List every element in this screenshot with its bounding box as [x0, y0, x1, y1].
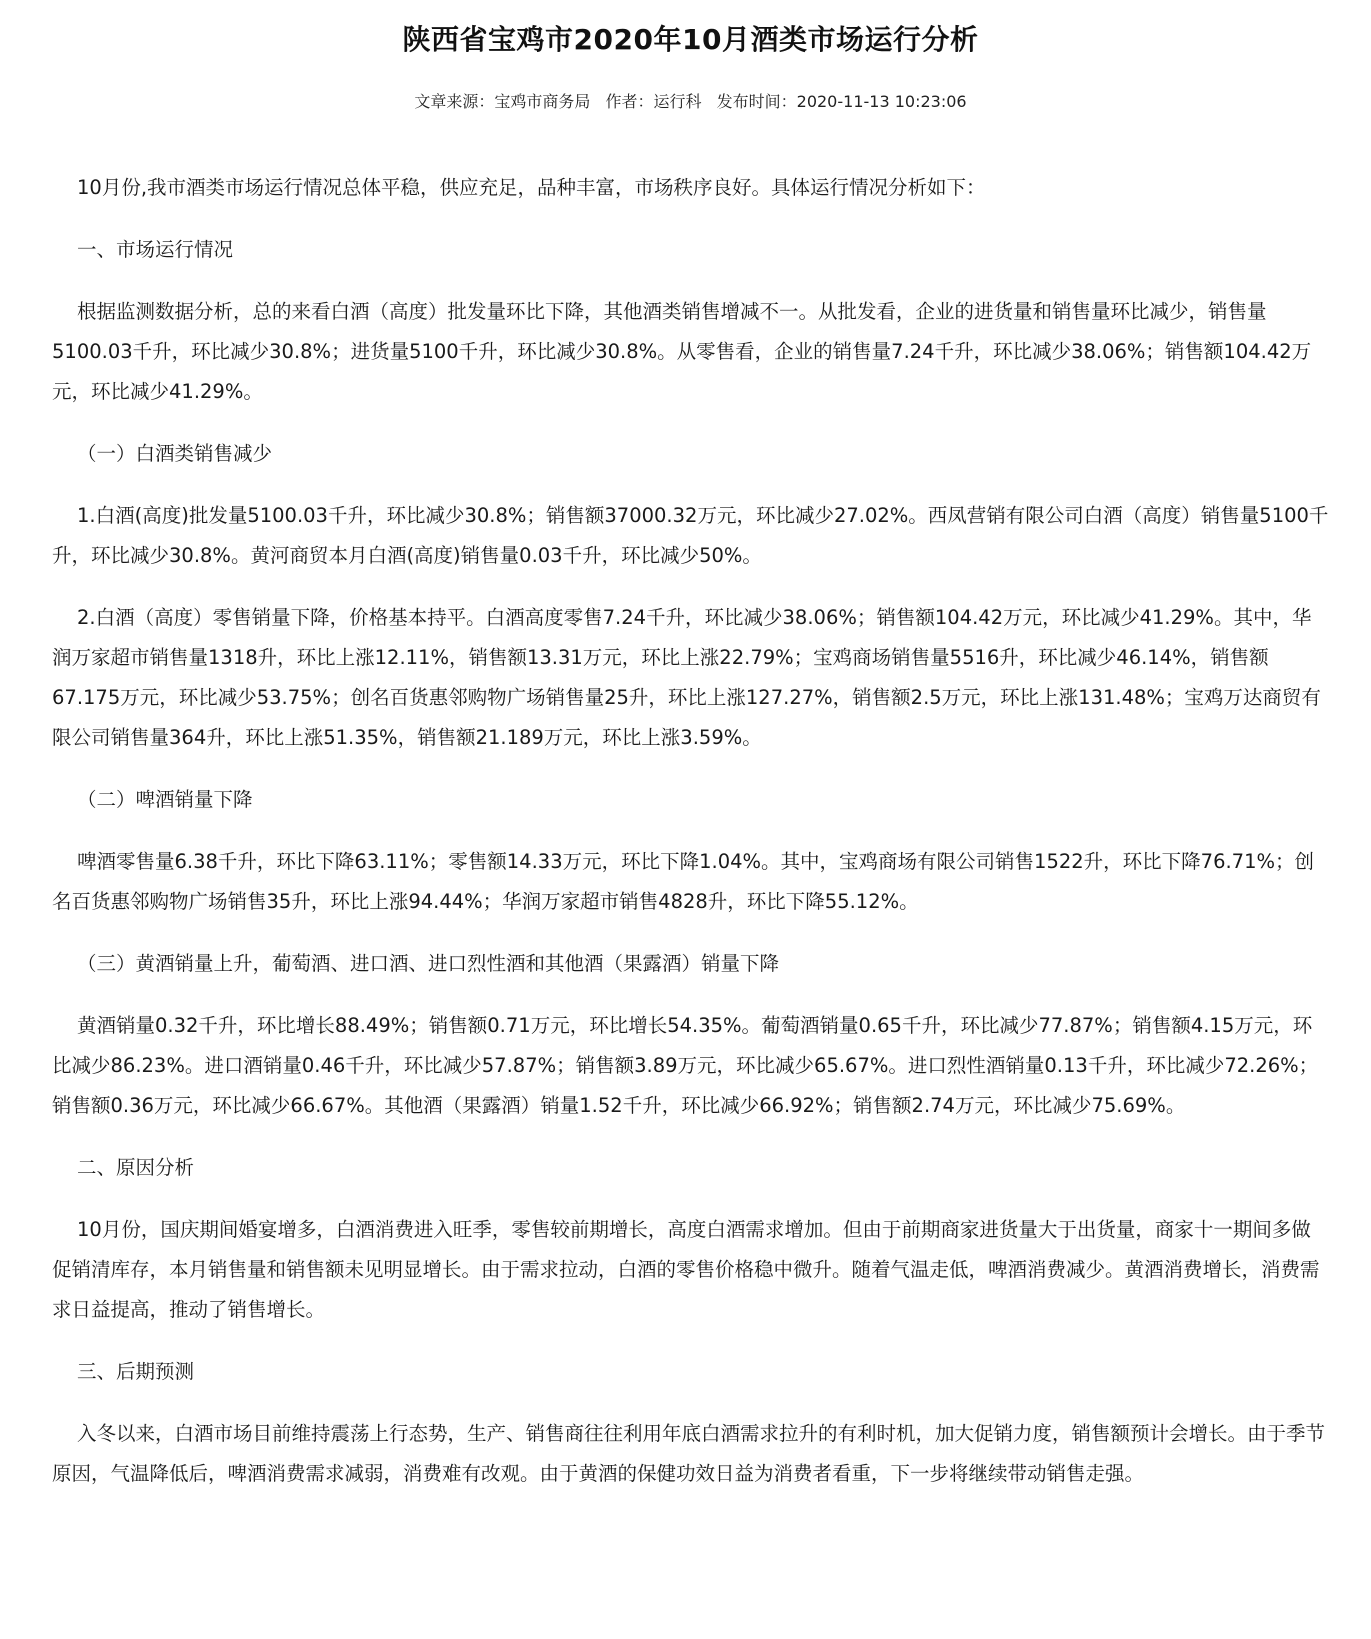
article-source: 文章来源：宝鸡市商务局: [414, 92, 591, 111]
article-publish-time: 发布时间：2020-11-13 10:23:06: [716, 92, 967, 111]
subsection-heading-baijiu: （一）白酒类销售减少: [77, 442, 273, 465]
beer-paragraph: 啤酒零售量6.38千升，环比下降63.11%；零售额14.33万元，环比下降1.04%。其中，宝鸡商场有限公司销售1522升，环比下降76.71%；创名百货惠邻购物广场销售35升，环比上涨94.44%；华润万家超市销售4828升，环比下降55.12%。: [52, 850, 1315, 913]
baijiu-wholesale-paragraph: 1.白酒(高度)批发量5100.03千升，环比减少30.8%；销售额37000.32万元，环比减少27.02%。西凤营销有限公司白酒（高度）销售量5100千升，环比减少30.8%。黄河商贸本月白酒(高度)销售量0.03千升，环比减少50%。: [52, 504, 1329, 567]
intro-paragraph: 10月份,我市酒类市场运行情况总体平稳，供应充足，品种丰富，市场秩序良好。具体运行情况分析如下：: [77, 176, 986, 199]
baijiu-retail-paragraph: 2.白酒（高度）零售销量下降，价格基本持平。白酒高度零售7.24千升，环比减少38.06%；销售额104.42万元，环比减少41.29%。其中，华润万家超市销售量1318升，环比上涨12.11%，销售额13.31万元，环比上涨22.79%；宝鸡商场销售量5516升，环比减少46.14%，销售额67.175万元，环比减少53.75%；创名百货惠邻购物广场销售量25升，环比上涨127.27%，销售额2.5万元，环比上涨131.48%；宝鸡万达商贸有限公司销售量364升，环比上涨51.35%，销售额21.189万元，环比上涨3.59%。: [52, 606, 1321, 749]
market-overview-paragraph: 根据监测数据分析，总的来看白酒（高度）批发量环比下降，其他酒类销售增减不一。从批发看，企业的进货量和销售量环比减少，销售量5100.03千升，环比减少30.8%；进货量5100千升，环比减少30.8%。从零售看，企业的销售量7.24千升，环比减少38.06%；销售额104.42万元，环比减少41.29%。: [52, 300, 1312, 403]
article-body: [52, 168, 1329, 1494]
causes-paragraph: 10月份，国庆期间婚宴增多，白酒消费进入旺季，零售较前期增长，高度白酒需求增加。但由于前期商家进货量大于出货量，商家十一期间多做促销清库存，本月销售量和销售额未见明显增长。由于需求拉动，白酒的零售价格稳中微升。随着气温走低，啤酒消费减少。黄酒消费增长，消费需求日益提高，推动了销售增长。: [52, 1218, 1320, 1321]
subsection-heading-beer: （二）啤酒销量下降: [77, 788, 253, 811]
section-heading-causes: 二、原因分析: [77, 1156, 195, 1179]
article-author: 作者：运行科: [605, 92, 702, 111]
other-wines-paragraph: 黄酒销量0.32千升，环比增长88.49%；销售额0.71万元，环比增长54.35%。葡萄酒销量0.65千升，环比减少77.87%；销售额4.15万元，环比减少86.23%。进口酒销量0.46千升，环比减少57.87%；销售额3.89万元，环比减少65.67%。进口烈性酒销量0.13千升，环比减少72.26%；销售额0.36万元，环比减少66.67%。其他酒（果露酒）销量1.52千升，环比减少66.92%；销售额2.74万元，环比减少75.69%。: [52, 1014, 1319, 1117]
subsection-heading-other-wines: （三）黄酒销量上升，葡萄酒、进口酒、进口烈性酒和其他酒（果露酒）销量下降: [77, 952, 780, 975]
article-title: 陕西省宝鸡市2020年10月酒类市场运行分析: [402, 23, 979, 56]
section-heading-market: 一、市场运行情况: [77, 238, 234, 261]
forecast-paragraph: 入冬以来，白酒市场目前维持震荡上行态势，生产、销售商往往利用年底白酒需求拉升的有利时机，加大促销力度，销售额预计会增长。由于季节原因，气温降低后，啤酒消费需求减弱，消费难有改观。由于黄酒的保健功效日益为消费者看重，下一步将继续带动销售走强。: [52, 1422, 1326, 1485]
article-meta: [52, 90, 1329, 114]
section-heading-forecast: 三、后期预测: [77, 1360, 195, 1383]
